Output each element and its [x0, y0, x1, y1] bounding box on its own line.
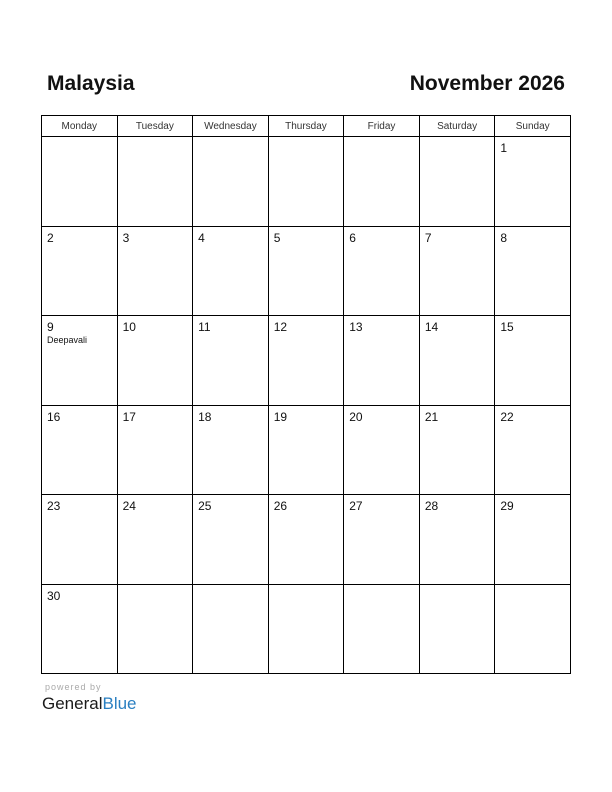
day-number: 27 [349, 499, 363, 513]
day-cell [495, 495, 571, 585]
day-cell [344, 405, 420, 495]
day-number: 18 [198, 409, 212, 424]
day-cell [193, 405, 269, 495]
day-cell [344, 495, 420, 585]
day-number: 10 [122, 320, 136, 334]
day-cell [268, 405, 344, 495]
calendar-grid [41, 115, 571, 674]
day-number: 16 [47, 409, 61, 424]
day-number: 24 [122, 499, 136, 513]
day-number: 28 [424, 499, 439, 513]
empty-day-cell [268, 584, 344, 674]
empty-day-cell [419, 584, 495, 674]
empty-day-cell [495, 584, 571, 674]
day-number: 21 [424, 409, 439, 424]
day-cell [344, 226, 420, 316]
day-number: 30 [47, 588, 61, 603]
day-number: 1 [500, 141, 508, 155]
day-number: 7 [424, 230, 432, 245]
day-number: 6 [349, 230, 356, 245]
day-cell [42, 584, 118, 674]
day-number: 17 [122, 409, 136, 424]
empty-day-cell [344, 137, 420, 227]
day-number: 13 [349, 320, 363, 334]
day-number: 15 [500, 320, 514, 334]
weekday-header-row [42, 116, 571, 137]
weekday-header: Saturday [419, 116, 495, 137]
day-cell [193, 495, 269, 585]
weekday-header: Thursday [268, 116, 344, 137]
day-cell [268, 316, 344, 406]
week-row [42, 584, 571, 674]
day-cell [193, 226, 269, 316]
day-number: 29 [500, 499, 514, 513]
day-cell [495, 405, 571, 495]
day-number: 26 [273, 499, 288, 513]
day-cell [42, 226, 118, 316]
day-number: 2 [47, 230, 54, 245]
powered-by-label: powered by [45, 682, 102, 692]
holiday-label: Deepavali [47, 335, 88, 345]
day-cell [42, 495, 118, 585]
day-cell [193, 316, 269, 406]
brand-logo [42, 693, 137, 714]
day-number: 22 [500, 409, 514, 424]
week-row [42, 226, 571, 316]
week-row [42, 495, 571, 585]
empty-day-cell [117, 584, 193, 674]
day-number: 25 [198, 499, 212, 513]
day-number: 12 [273, 320, 288, 334]
country-title: Malaysia [47, 72, 135, 95]
empty-day-cell [117, 137, 193, 227]
day-cell [344, 316, 420, 406]
week-row [42, 137, 571, 227]
day-cell [419, 495, 495, 585]
day-number: 11 [198, 320, 211, 334]
day-number: 4 [198, 230, 205, 245]
day-cell [42, 405, 118, 495]
weekday-header: Monday [42, 116, 118, 137]
day-number: 20 [349, 409, 363, 424]
day-cell [419, 316, 495, 406]
day-number: 19 [273, 409, 288, 424]
day-cell [117, 495, 193, 585]
day-cell [419, 226, 495, 316]
day-cell [42, 316, 118, 406]
empty-day-cell [419, 137, 495, 227]
empty-day-cell [268, 137, 344, 227]
week-row [42, 316, 571, 406]
day-number: 3 [122, 230, 130, 245]
day-cell [117, 226, 193, 316]
day-cell [419, 405, 495, 495]
empty-day-cell [193, 584, 269, 674]
weekday-header: Tuesday [117, 116, 193, 137]
day-cell [117, 316, 193, 406]
day-cell [495, 316, 571, 406]
day-cell [117, 405, 193, 495]
day-cell [268, 495, 344, 585]
brand-blue-text: Blue [102, 694, 137, 713]
weekday-header: Wednesday [193, 116, 269, 137]
week-row [42, 405, 571, 495]
day-number: 8 [500, 230, 508, 245]
day-cell [495, 137, 571, 227]
day-cell [495, 226, 571, 316]
month-year-title: November 2026 [409, 72, 565, 95]
empty-day-cell [344, 584, 420, 674]
empty-day-cell [42, 137, 118, 227]
day-number: 14 [424, 320, 439, 334]
weekday-header: Sunday [495, 116, 571, 137]
day-number: 23 [47, 499, 61, 513]
day-number: 9 [47, 320, 54, 334]
weekday-header: Friday [344, 116, 420, 137]
brand-general-text: General [42, 694, 103, 713]
day-number: 5 [273, 230, 281, 245]
empty-day-cell [193, 137, 269, 227]
day-cell [268, 226, 344, 316]
